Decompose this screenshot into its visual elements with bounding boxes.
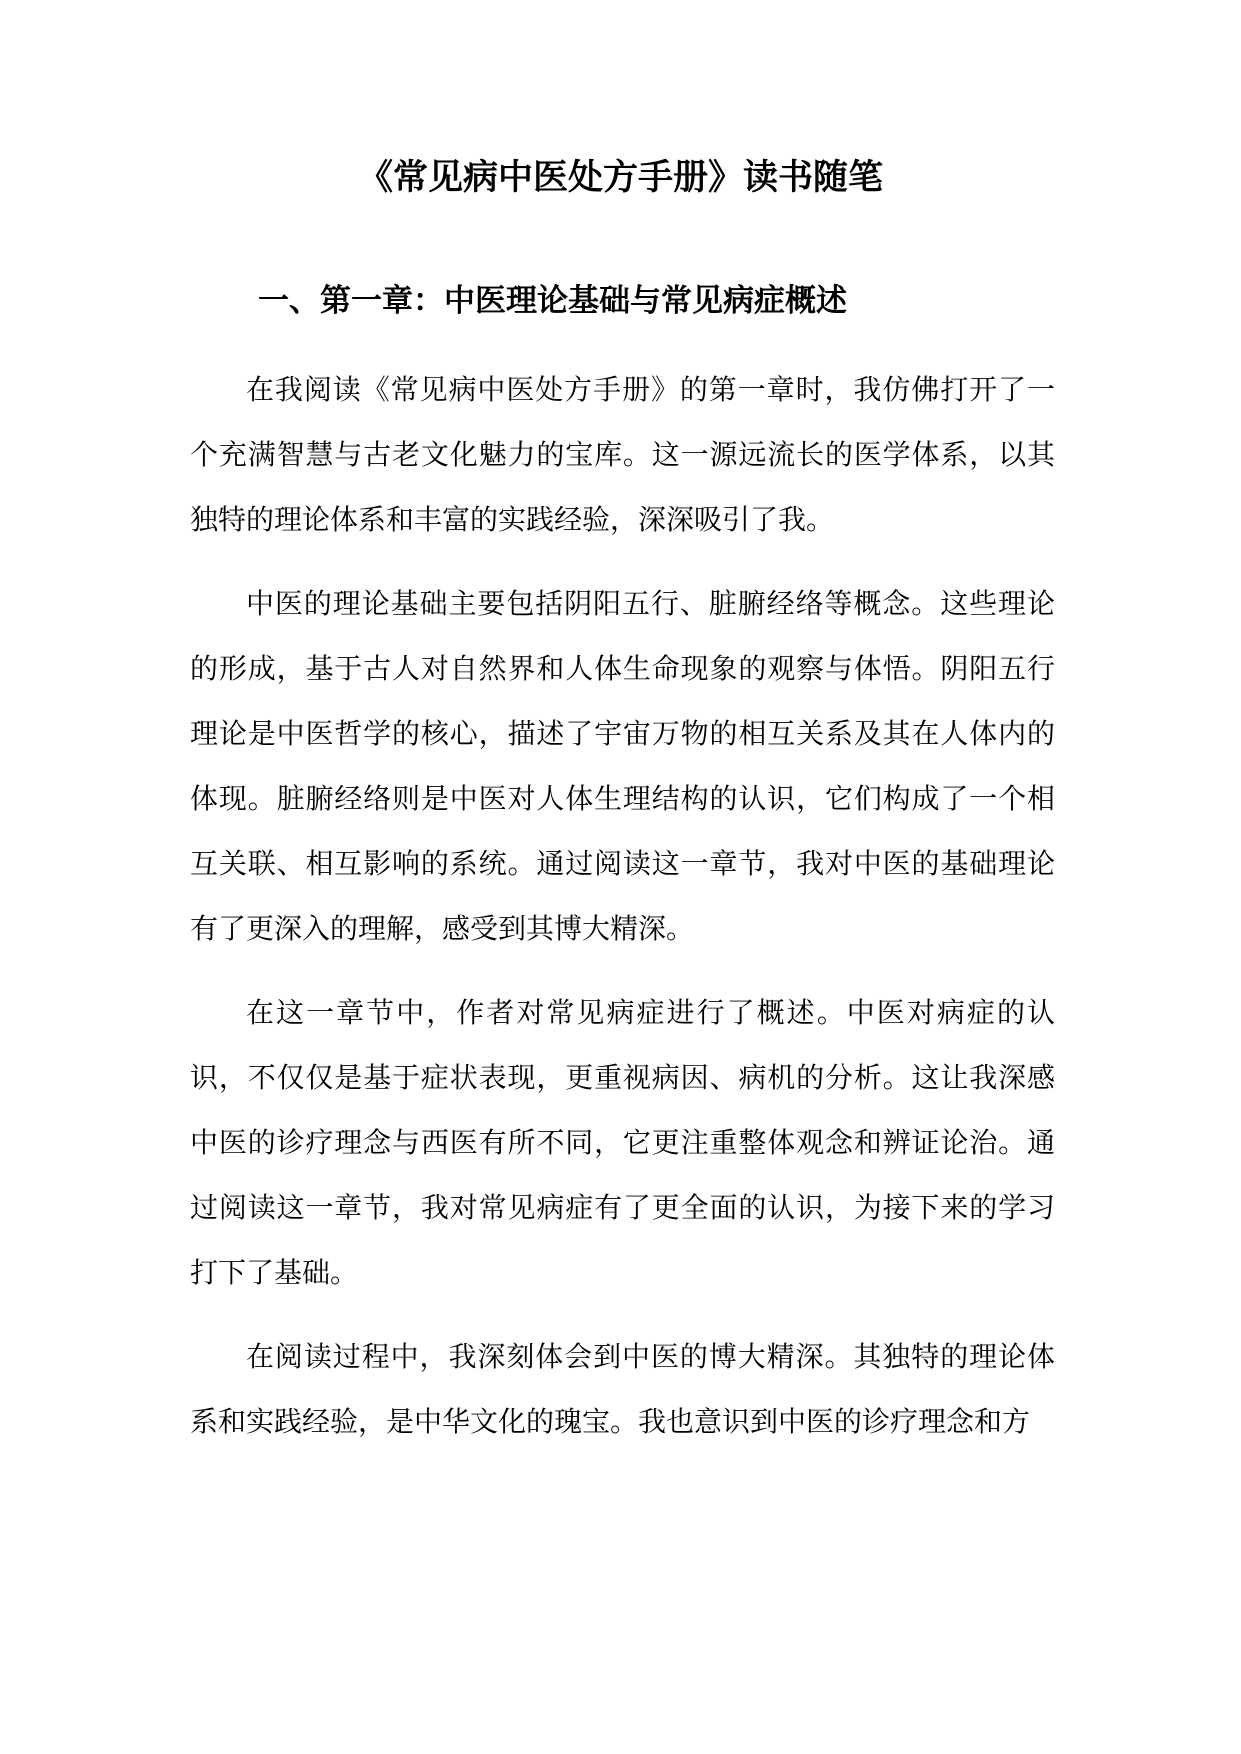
document-title: 《常见病中医处方手册》读书随笔 [357,157,883,198]
section-heading: 一、第一章：中医理论基础与常见病症概述 [258,283,847,319]
paragraph: 在阅读过程中，我深刻体会到中医的博大精深。其独特的理论体系和实践经验，是中华文化的瑰宝。我也意识到中医的诊疗理念和方 [190,1340,1055,1438]
paragraph: 在这一章节中，作者对常见病症进行了概述。中医对病症的认识，不仅仅是基于症状表现，更重视病因、病机的分析。这让我深感中医的诊疗理念与西医有所不同，它更注重整体观念和辨证论治。通过阅读这一章节，我对常见病症有了更全面的认识，为接下来的学习打下了基础。 [190,996,1055,1289]
paragraph: 中医的理论基础主要包括阴阳五行、脏腑经络等概念。这些理论的形成，基于古人对自然界和人体生命现象的观察与体悟。阴阳五行理论是中医哲学的核心，描述了宇宙万物的相互关系及其在人体内的体现。脏腑经络则是中医对人体生理结构的认识，它们构成了一个相互关联、相互影响的系统。通过阅读这一章节，我对中医的基础理论有了更深入的理解，感受到其博大精深。 [190,587,1055,945]
paragraph: 在我阅读《常见病中医处方手册》的第一章时，我仿佛打开了一个充满智慧与古老文化魅力的宝库。这一源远流长的医学体系，以其独特的理论体系和丰富的实践经验，深深吸引了我。 [190,373,1055,536]
document-body [190,357,1055,1473]
